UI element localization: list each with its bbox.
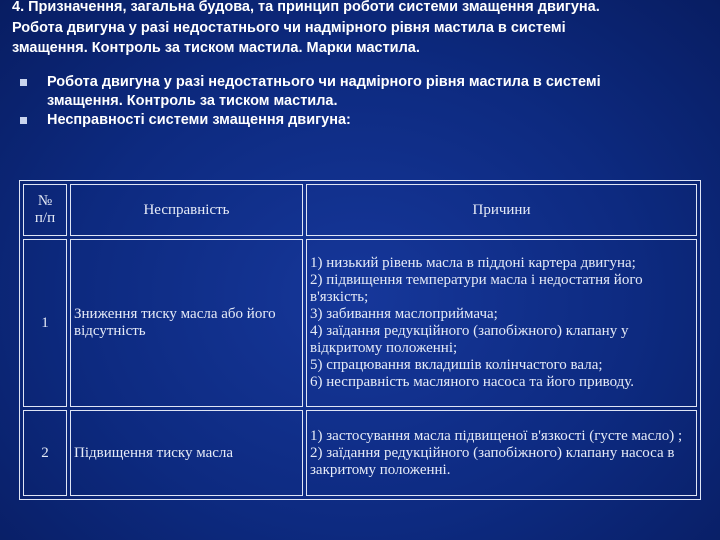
- cause-item: 3) забивання маслоприймача;: [310, 306, 498, 322]
- table-row: [23, 410, 697, 496]
- header-fault: Несправність: [70, 184, 303, 236]
- bullet-item: [20, 73, 710, 111]
- faults-table: [19, 180, 701, 500]
- title-line: 4. Призначення, загальна будова, та принцип роботи системи змащення двигуна.: [12, 0, 600, 15]
- title-line: Робота двигуна у разі недостатнього чи надмірного рівня мастила в системі: [12, 19, 566, 36]
- bullet-text: змащення. Контроль за тиском мастила.: [47, 93, 338, 109]
- row-fault: Підвищення тиску масла: [70, 410, 303, 496]
- cause-item: 2) підвищення температури масла і недостатня його в'язкість;: [310, 272, 643, 305]
- row-number: 2: [23, 410, 67, 496]
- cause-item: 2) заїдання редукційного (запобіжного) клапану насоса в закритому положенні.: [310, 444, 675, 478]
- square-bullet-icon: [20, 117, 27, 124]
- cause-item: 1) застосування масла підвищеної в'язкості (густе масло) ;: [310, 427, 683, 444]
- header-number-abbr: п/п: [34, 210, 56, 226]
- cause-item: 4) заїдання редукційного (запобіжного) клапану у відкритому положенні;: [310, 323, 629, 356]
- row-causes: [306, 410, 697, 496]
- cause-item: 1) низький рівень масла в піддоні картера двигуна;: [310, 255, 636, 271]
- row-causes: [306, 239, 697, 407]
- row-number: 1: [23, 239, 67, 407]
- header-number-symbol: №: [37, 193, 53, 209]
- row-fault: Зниження тиску масла або його відсутність: [70, 239, 303, 407]
- bullet-text: Робота двигуна у разі недостатнього чи надмірного рівня мастила в системі: [47, 74, 601, 90]
- table-header-row: [23, 184, 697, 236]
- header-number: [23, 184, 67, 236]
- bullet-item: [20, 111, 710, 130]
- header-causes: Причини: [306, 184, 697, 236]
- table-row: [23, 239, 697, 407]
- square-bullet-icon: [20, 79, 27, 86]
- bullet-list: [20, 73, 710, 130]
- title-line: змащення. Контроль за тиском мастила. Марки мастила.: [12, 40, 420, 56]
- slide-title: [12, 0, 712, 59]
- bullet-text: Несправності системи змащення двигуна:: [47, 112, 351, 128]
- cause-item: 5) спрацювання вкладишів колінчастого вала;: [310, 357, 603, 373]
- cause-item: 6) несправність масляного насоса та його приводу.: [310, 374, 635, 390]
